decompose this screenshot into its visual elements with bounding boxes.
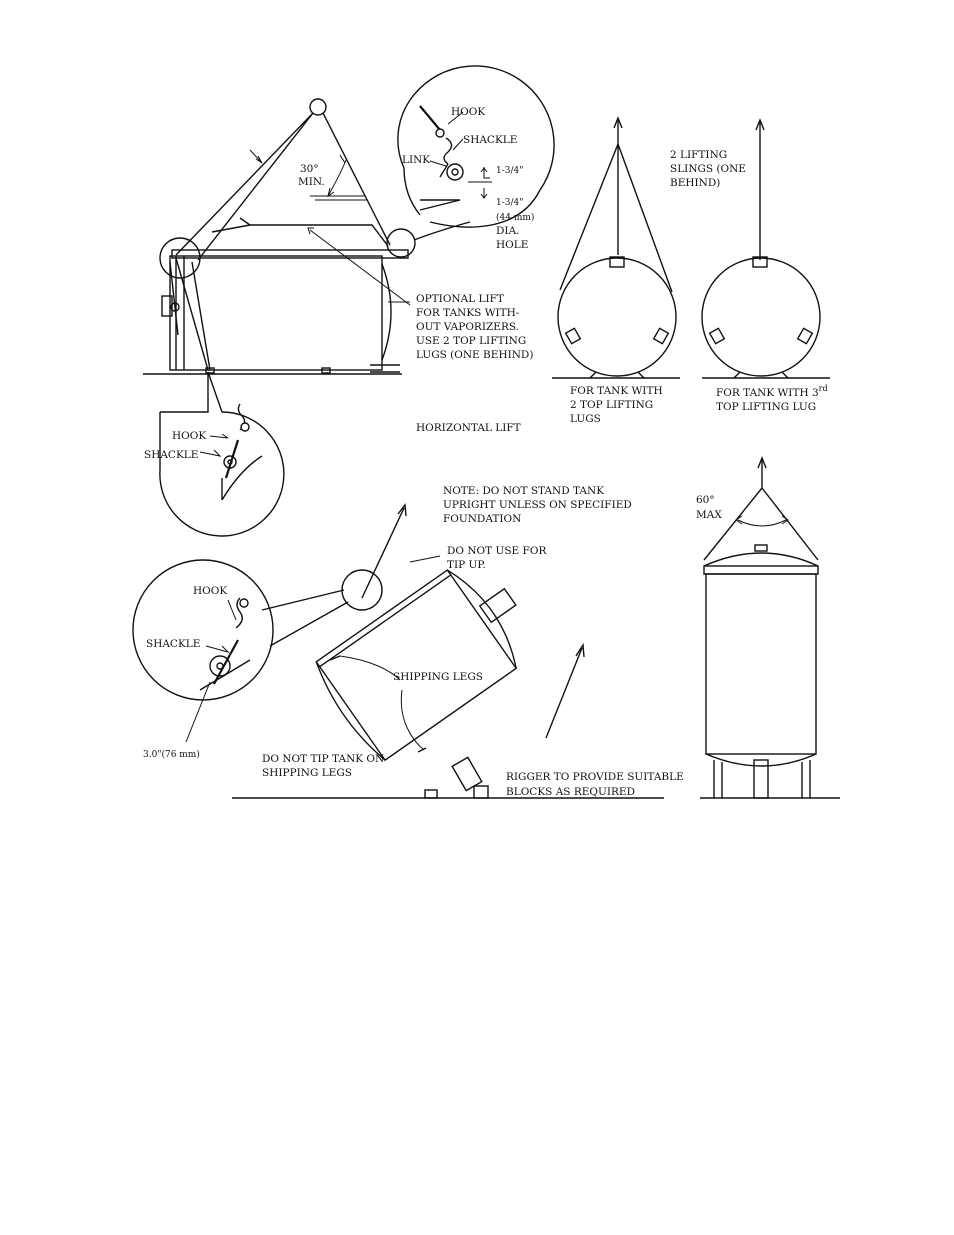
note-line-3: FOUNDATION <box>443 513 522 525</box>
for-tank-third-line-1: FOR TANK WITH 3rd <box>716 384 828 399</box>
dim-b-mm-label: (44 mm) <box>496 213 535 223</box>
hole-label: HOLE <box>496 239 529 251</box>
optional-lift-line-2: FOR TANKS WITH- <box>416 307 520 319</box>
detail-bubble-bottom <box>133 560 273 700</box>
two-slings-line-3: BEHIND) <box>670 177 721 189</box>
two-slings-line-1: 2 LIFTING <box>670 149 728 161</box>
dim-a-label: 1-3/4" <box>496 166 524 176</box>
do-not-use-line-2: TIP UP. <box>447 559 486 571</box>
hook-left-label: HOOK <box>172 430 207 442</box>
optional-lift-line-5: LUGS (ONE BEHIND) <box>416 349 534 361</box>
rigger-line-2: BLOCKS AS REQUIRED <box>506 786 635 798</box>
note-line-2: UPRIGHT UNLESS ON SPECIFIED <box>443 499 632 511</box>
do-not-tip-line-2: SHIPPING LEGS <box>262 767 352 779</box>
dim-b-label: 1-3/4" <box>496 198 524 208</box>
link-label: LINK <box>402 154 431 166</box>
rigger-line-1: RIGGER TO PROVIDE SUITABLE <box>506 771 684 783</box>
angle-60-label: 60° <box>696 494 715 506</box>
zoom-marker-tip <box>342 570 382 610</box>
horizontal-lift-caption: HORIZONTAL LIFT <box>416 422 521 434</box>
upright-tank-figure <box>696 458 840 798</box>
do-not-tip-line-1: DO NOT TIP TANK ON <box>262 753 385 765</box>
shipping-legs-label: SHIPPING LEGS <box>393 671 483 683</box>
angle-30-label: 30° <box>300 163 319 175</box>
dim-3-label: 3.0"(76 mm) <box>143 750 200 760</box>
for-tank-two-line-3: LUGS <box>570 413 601 425</box>
horizontal-lift-figure <box>143 66 554 536</box>
upright-tank-top <box>704 553 818 566</box>
for-tank-two-line-2: 2 TOP LIFTING <box>570 399 654 411</box>
tip-up-figure <box>133 485 684 798</box>
tank-circle-2lug <box>558 258 676 376</box>
for-tank-two-line-1: FOR TANK WITH <box>570 385 663 397</box>
horizontal-tank-body <box>170 256 382 370</box>
upright-tank-body <box>706 574 816 754</box>
angle-60-max-label: MAX <box>696 509 722 521</box>
note-line-1: NOTE: DO NOT STAND TANK <box>443 485 605 497</box>
tank-circle-3lug <box>702 258 820 376</box>
angle-30-min-label: MIN. <box>298 176 325 188</box>
shackle-left-label: SHACKLE <box>144 449 199 461</box>
for-tank-third-line-2: TOP LIFTING LUG <box>716 401 817 413</box>
crane-ring <box>310 99 326 115</box>
optional-lift-line-1: OPTIONAL LIFT <box>416 293 504 305</box>
do-not-use-line-1: DO NOT USE FOR <box>447 545 547 557</box>
hook-top-label: HOOK <box>451 106 486 118</box>
shackle-bottom-label: SHACKLE <box>146 638 201 650</box>
dia-label: DIA. <box>496 225 520 237</box>
shackle-top-label: SHACKLE <box>463 134 518 146</box>
optional-lift-line-3: OUT VAPORIZERS. <box>416 321 520 333</box>
hook-bottom-label: HOOK <box>193 585 228 597</box>
zoom-marker-right <box>387 229 415 257</box>
two-slings-line-2: SLINGS (ONE <box>670 163 746 175</box>
round-tank-two-lugs <box>552 118 746 425</box>
optional-lift-line-4: USE 2 TOP LIFTING <box>416 335 527 347</box>
